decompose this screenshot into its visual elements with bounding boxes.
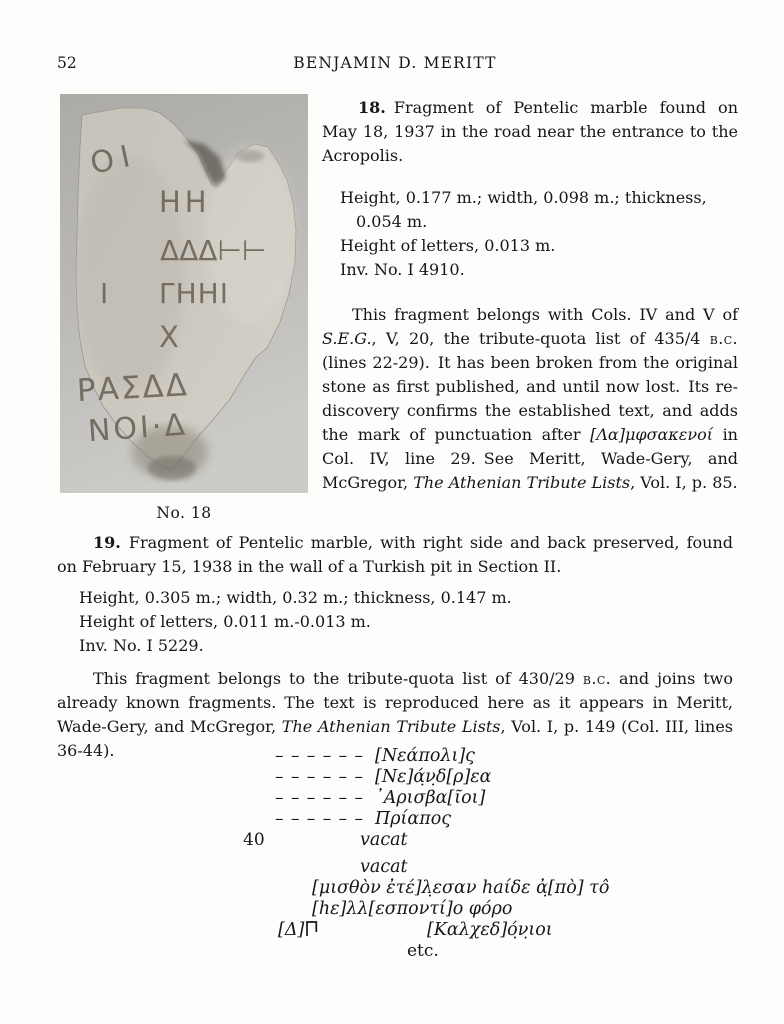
greek-name: [Καλχεδ]ό̣ν̣ιοι — [427, 920, 553, 940]
fragment-photo — [60, 94, 308, 493]
lacuna-dashes: – – – – – – — [275, 809, 365, 829]
lacuna-dashes: – – – – – – — [275, 767, 365, 787]
entry-18-commentary: This fragment belongs with Cols. IV and V of S.E.G., V, 20, the tribute-quota list of 435/4 b.c. (lines 22-29). It has been broken from the original stone as first published, and until now lost. Its re-discovery confirms the established text, and adds the mark of punctuation after [Λα]μφσακενοί in Col. IV, line 29. See Meritt, Wade-Gery, and McGregor, The Athenian Tribute Lists, Vol. I, p. 85. — [322, 305, 738, 492]
greek-line-37 — [240, 767, 700, 788]
measurement-line: Height of letters, 0.013 m. — [340, 236, 556, 255]
quota-prefix: [Δ] — [278, 920, 305, 940]
lacuna-dashes: – – – – – – — [275, 788, 365, 808]
inscription-line-5: Χ — [159, 320, 179, 354]
stone-dark-streak — [236, 150, 264, 162]
greek-line-39 — [240, 809, 700, 830]
measurement-line: Inv. No. I 5229. — [79, 636, 204, 655]
greek-heading-line-1 — [240, 878, 700, 899]
entry-18-intro: 18. Fragment of Pentelic marble found on May 18, 1937 in the road near the entrance to the Acropolis. — [322, 98, 738, 165]
entry-19-commentary: This fragment belongs to the tribute-quota list of 430/29 b.c. and joins two already known fragments. The text is reproduced here as it appears in Meritt, Wade-Gery, and McGregor, The Athenian Tribute Lists, Vol. I, p. 149 (Col. III, lines 36-44). — [57, 669, 734, 760]
greek-name: Πρίαπος — [375, 809, 452, 829]
greek-quota-line — [240, 920, 700, 941]
inscription-line-7: ΝΟΙ·Δ — [86, 407, 189, 450]
measurement-line: Height of letters, 0.011 m.-0.013 m. — [79, 612, 371, 631]
figure-no-18 — [60, 94, 308, 522]
greek-heading-line-2 — [240, 899, 700, 920]
measurement-line: Inv. No. I 4910. — [340, 260, 465, 279]
lacuna-dashes: – – – – – – — [275, 746, 365, 766]
greek-heading: [hε]λλ[εσποντί]ο φόρο — [312, 899, 513, 919]
photo-caption: No. 18 — [156, 504, 212, 522]
inscription-line-6: ΡΑΣΔΔ — [76, 367, 190, 410]
vacat-label: vacat — [360, 830, 408, 850]
greek-line-38 — [240, 788, 700, 809]
greek-line-40 — [240, 830, 700, 851]
running-title: BENJAMIN D. MERITT — [293, 54, 497, 72]
entry-18 — [322, 96, 738, 495]
greek-name: ᾿Αρισβα[ῖοι] — [375, 788, 486, 808]
greek-text-block — [240, 746, 700, 962]
greek-name: [Νε]ά̣ν̣δ[ρ]εα — [375, 767, 492, 787]
greek-name: [Νεάπολι]ς — [375, 746, 475, 766]
inscription-line-2: ΗΗ — [159, 185, 211, 219]
line-number-40: 40 — [243, 830, 265, 850]
greek-vacat-line — [240, 857, 700, 878]
inscription-line-1: ΟΙ — [87, 137, 141, 182]
stone-mottle-tip — [148, 456, 196, 480]
acrophonic-five-icon — [305, 920, 318, 937]
greek-line-36 — [240, 746, 700, 767]
measurement-line: Height, 0.177 m.; width, 0.098 m.; thickness, 0.054 m. — [340, 188, 707, 231]
greek-etc-line — [240, 941, 700, 962]
quota-amount — [278, 920, 318, 941]
entry-19 — [57, 531, 733, 763]
entry-18-measurements — [322, 186, 738, 282]
greek-heading: [μισθὸν ἐτέ]λ̣εσαν haίδε ἀ̣[πὸ] τô — [312, 878, 610, 898]
page-number: 52 — [57, 54, 77, 72]
entry-19-intro: 19. Fragment of Pentelic marble, with right side and back preserved, found on February 15, 1938 in the wall of a Turkish pit in Section II. — [57, 533, 733, 576]
vacat-label: vacat — [360, 857, 408, 877]
inscription-line-4: ΓΗΗΙ — [159, 277, 229, 310]
etc-label: etc. — [407, 941, 439, 961]
measurement-line: Height, 0.305 m.; width, 0.32 m.; thickness, 0.147 m. — [79, 588, 512, 607]
inscription-line-4-left: Ι — [100, 277, 109, 310]
entry-19-measurements — [79, 586, 733, 658]
inscription-line-3: ΔΔΔ⊢⊢ — [160, 234, 267, 267]
